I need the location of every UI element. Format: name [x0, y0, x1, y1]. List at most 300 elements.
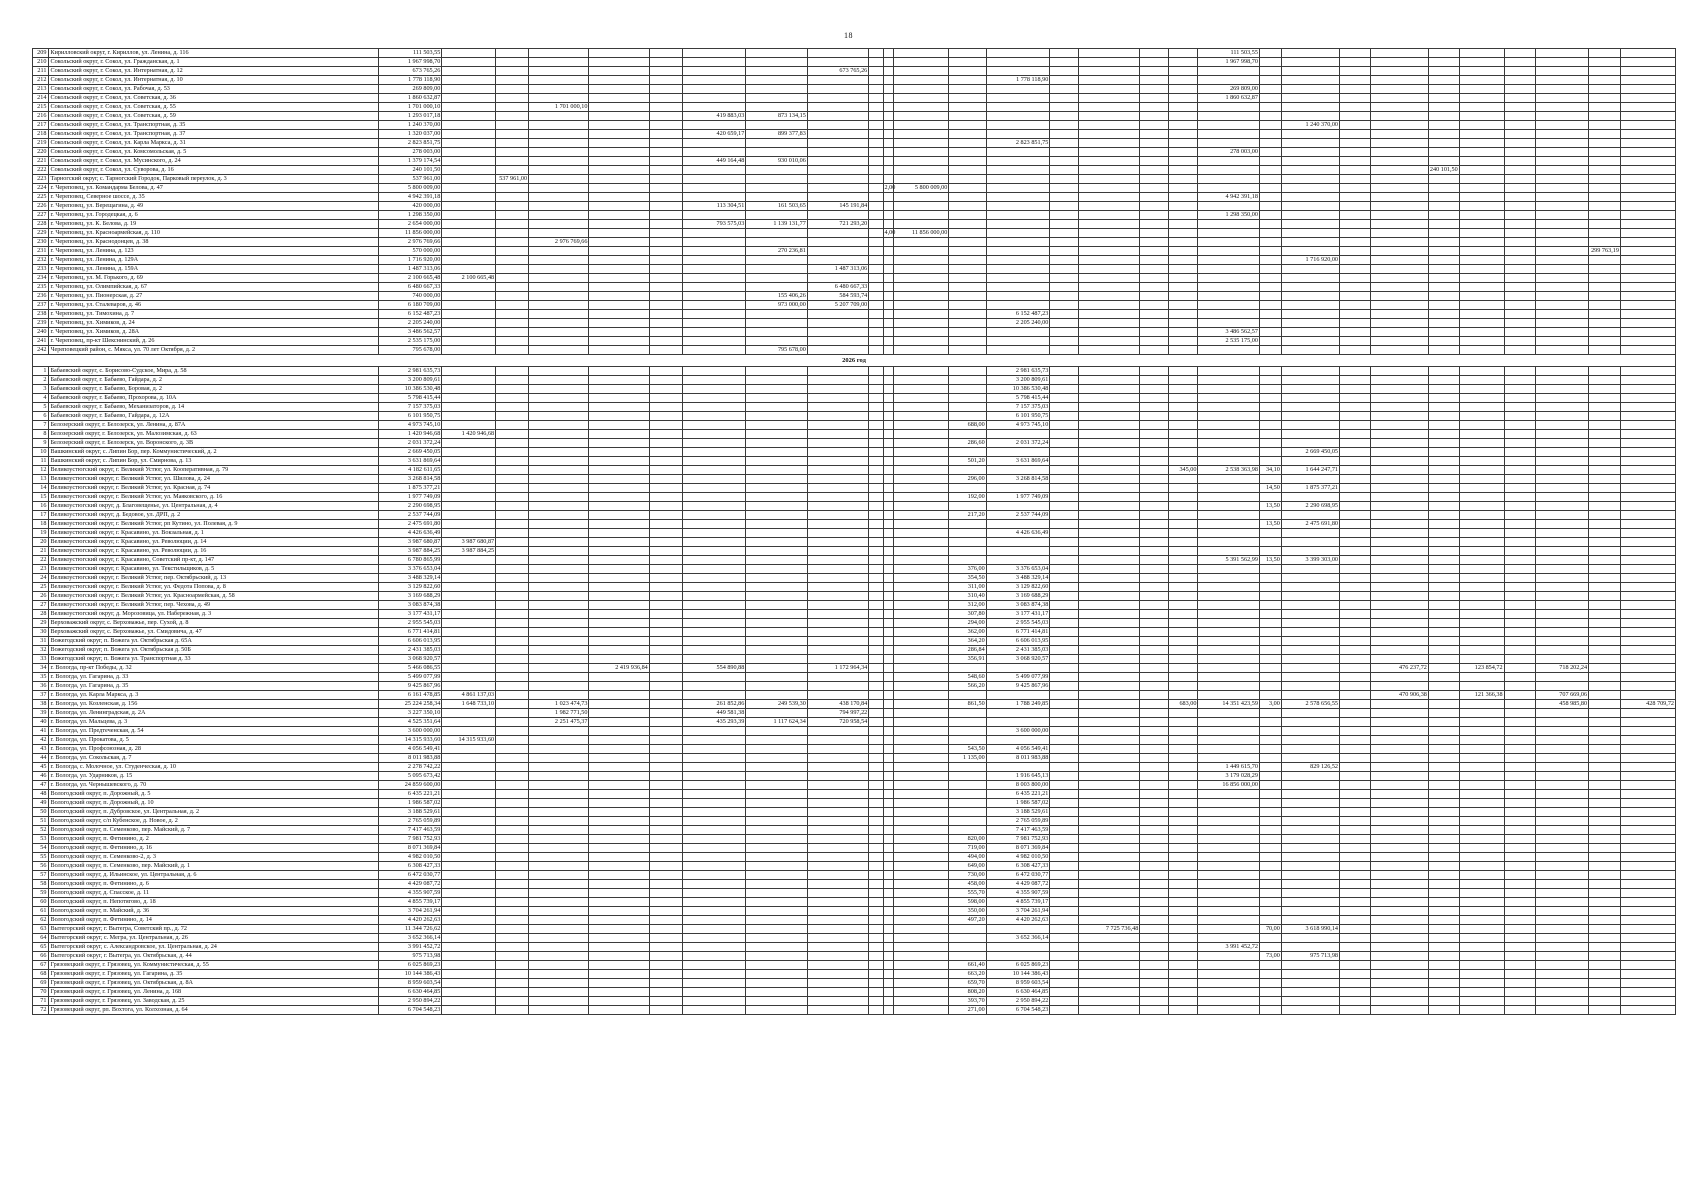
value-cell: 537 961,00 — [496, 175, 529, 184]
value-cell — [949, 556, 986, 565]
value-cell — [746, 799, 807, 808]
value-cell — [589, 637, 649, 646]
value-cell — [1259, 85, 1281, 94]
value-cell — [1620, 817, 1675, 826]
address-cell: Бабаевский округ, г. Бабаево, Гайдара, д. 12А — [49, 412, 378, 421]
value-cell — [1620, 619, 1675, 628]
value-cell — [649, 58, 682, 67]
value-cell — [869, 157, 883, 166]
value-cell: 794 997,22 — [807, 709, 868, 718]
row-number: 23 — [33, 565, 49, 574]
value-cell: 458 985,80 — [1536, 700, 1589, 709]
value-cell — [1281, 85, 1339, 94]
value-cell — [529, 628, 589, 637]
value-cell — [1370, 853, 1428, 862]
table-row — [33, 76, 1676, 85]
value-cell — [1140, 979, 1169, 988]
value-cell — [807, 772, 868, 781]
value-cell — [1198, 592, 1259, 601]
value-cell — [1589, 907, 1621, 916]
value-cell — [869, 673, 883, 682]
value-cell — [894, 736, 949, 745]
value-cell — [1589, 646, 1621, 655]
value-cell — [883, 247, 894, 256]
row-number: 45 — [33, 763, 49, 772]
value-cell — [1140, 601, 1169, 610]
value-cell — [1078, 646, 1139, 655]
value-cell — [949, 337, 986, 346]
value-cell — [589, 511, 649, 520]
value-cell — [649, 475, 682, 484]
row-number: 225 — [33, 193, 49, 202]
value-cell — [894, 952, 949, 961]
value-cell — [883, 817, 894, 826]
value-cell — [1370, 646, 1428, 655]
value-cell — [589, 871, 649, 880]
value-cell — [589, 76, 649, 85]
value-cell — [1589, 511, 1621, 520]
value-cell — [1340, 175, 1371, 184]
value-cell — [1140, 844, 1169, 853]
value-cell: 7 417 463,59 — [986, 826, 1050, 835]
value-cell — [1536, 790, 1589, 799]
value-cell — [649, 394, 682, 403]
value-cell: 973 000,00 — [746, 301, 807, 310]
value-cell: 1 240 370,00 — [1281, 121, 1339, 130]
value-cell — [1589, 682, 1621, 691]
value-cell — [1198, 853, 1259, 862]
value-cell — [1428, 601, 1459, 610]
value-cell — [1281, 493, 1339, 502]
value-cell — [1370, 637, 1428, 646]
total-cost-cell: 5 095 673,42 — [378, 772, 442, 781]
value-cell — [1536, 301, 1589, 310]
value-cell — [894, 139, 949, 148]
value-cell — [529, 934, 589, 943]
row-number: 233 — [33, 265, 49, 274]
value-cell — [1281, 112, 1339, 121]
value-cell: 4,00 — [884, 229, 896, 236]
value-cell: 5 798 415,44 — [986, 394, 1050, 403]
value-cell — [1504, 979, 1536, 988]
value-cell — [496, 274, 529, 283]
value-cell — [883, 826, 894, 835]
address-cell: Великоустюгский округ, г. Великий Устюг, пер. Октябрьский, д. 13 — [49, 574, 378, 583]
value-cell — [589, 529, 649, 538]
value-cell — [949, 301, 986, 310]
value-cell — [894, 799, 949, 808]
value-cell — [1536, 283, 1589, 292]
value-cell — [869, 439, 883, 448]
address-cell: Сокольский округ, г. Сокол, ул. Советская, д. 59 — [49, 112, 378, 121]
value-cell — [883, 763, 894, 772]
value-cell — [1168, 1006, 1198, 1015]
value-cell — [894, 727, 949, 736]
value-cell — [883, 736, 894, 745]
value-cell — [883, 166, 894, 175]
value-cell — [1198, 274, 1259, 283]
value-cell — [442, 58, 496, 67]
row-number: 34 — [33, 664, 49, 673]
value-cell — [682, 619, 746, 628]
value-cell — [1078, 112, 1139, 121]
value-cell — [1428, 988, 1459, 997]
value-cell — [883, 139, 894, 148]
value-cell — [869, 265, 883, 274]
value-cell — [1459, 385, 1504, 394]
value-cell — [589, 790, 649, 799]
table-row — [33, 835, 1676, 844]
value-cell — [1370, 67, 1428, 76]
value-cell — [1459, 988, 1504, 997]
value-cell — [1050, 898, 1079, 907]
value-cell — [1459, 610, 1504, 619]
value-cell — [1370, 430, 1428, 439]
value-cell — [529, 556, 589, 565]
value-cell: 278 003,00 — [1198, 148, 1259, 157]
row-number: 219 — [33, 139, 49, 148]
address-cell: Вологодский округ, п. Семенково, пер. Майский, д. 7 — [49, 826, 378, 835]
value-cell — [1140, 256, 1169, 265]
value-cell — [1340, 844, 1371, 853]
value-cell — [807, 871, 868, 880]
value-cell — [883, 328, 894, 337]
row-number: 24 — [33, 574, 49, 583]
value-cell — [1536, 346, 1589, 355]
value-cell — [1078, 394, 1139, 403]
value-cell — [949, 403, 986, 412]
address-cell: г. Череповец, пр-кт Шекснинский, д. 26 — [49, 337, 378, 346]
value-cell — [1459, 871, 1504, 880]
value-cell — [1078, 274, 1139, 283]
value-cell — [1281, 49, 1339, 58]
value-cell — [986, 103, 1050, 112]
row-number: 240 — [33, 328, 49, 337]
value-cell — [529, 565, 589, 574]
value-cell — [682, 817, 746, 826]
value-cell — [1536, 94, 1589, 103]
value-cell — [1589, 736, 1621, 745]
table-row — [33, 421, 1676, 430]
value-cell — [1504, 421, 1536, 430]
value-cell — [986, 157, 1050, 166]
value-cell — [442, 592, 496, 601]
value-cell — [883, 862, 894, 871]
value-cell — [1428, 457, 1459, 466]
value-cell — [1140, 925, 1169, 934]
value-cell — [682, 76, 746, 85]
value-cell — [1620, 256, 1675, 265]
value-cell — [986, 220, 1050, 229]
table-row — [33, 238, 1676, 247]
value-cell — [949, 184, 986, 193]
value-cell — [1620, 907, 1675, 916]
value-cell — [1620, 745, 1675, 754]
row-number: 28 — [33, 610, 49, 619]
value-cell — [1050, 484, 1079, 493]
value-cell — [442, 211, 496, 220]
row-number: 15 — [33, 493, 49, 502]
value-cell — [529, 799, 589, 808]
value-cell — [883, 76, 894, 85]
value-cell — [442, 139, 496, 148]
value-cell — [1078, 166, 1139, 175]
value-cell — [1536, 520, 1589, 529]
table-row — [33, 628, 1676, 637]
value-cell — [1078, 691, 1139, 700]
value-cell — [1259, 283, 1281, 292]
value-cell — [1281, 862, 1339, 871]
value-cell — [1050, 466, 1079, 475]
value-cell — [949, 448, 986, 457]
total-cost-cell: 2 431 385,03 — [378, 646, 442, 655]
value-cell — [869, 565, 883, 574]
value-cell — [496, 754, 529, 763]
value-cell — [807, 574, 868, 583]
value-cell — [1459, 547, 1504, 556]
value-cell — [1198, 520, 1259, 529]
value-cell — [894, 592, 949, 601]
value-cell — [649, 493, 682, 502]
row-number: 62 — [33, 916, 49, 925]
value-cell — [746, 439, 807, 448]
value-cell — [869, 238, 883, 247]
value-cell — [1620, 538, 1675, 547]
row-number: 222 — [33, 166, 49, 175]
value-cell — [442, 130, 496, 139]
value-cell — [1340, 466, 1371, 475]
value-cell — [1078, 988, 1139, 997]
value-cell — [1428, 430, 1459, 439]
value-cell — [1589, 49, 1621, 58]
value-cell: 123 854,72 — [1459, 664, 1504, 673]
value-cell — [1050, 247, 1079, 256]
total-cost-cell: 1 379 174,54 — [378, 157, 442, 166]
value-cell — [1504, 112, 1536, 121]
value-cell — [1078, 592, 1139, 601]
value-cell — [869, 844, 883, 853]
value-cell — [746, 367, 807, 376]
value-cell — [1168, 58, 1198, 67]
total-cost-cell: 673 765,26 — [378, 67, 442, 76]
value-cell — [807, 529, 868, 538]
value-cell — [869, 952, 883, 961]
value-cell — [1340, 655, 1371, 664]
value-cell — [1370, 49, 1428, 58]
value-cell — [1140, 772, 1169, 781]
value-cell — [1459, 790, 1504, 799]
value-cell — [1281, 403, 1339, 412]
value-cell — [649, 484, 682, 493]
value-cell — [1281, 916, 1339, 925]
table-row — [33, 439, 1676, 448]
value-cell — [649, 835, 682, 844]
value-cell — [1259, 202, 1281, 211]
value-cell — [529, 376, 589, 385]
value-cell — [649, 85, 682, 94]
value-cell — [1198, 979, 1259, 988]
value-cell — [589, 148, 649, 157]
value-cell: 286,84 — [949, 646, 986, 655]
value-cell — [1340, 772, 1371, 781]
value-cell — [529, 193, 589, 202]
value-cell — [529, 265, 589, 274]
value-cell — [869, 421, 883, 430]
value-cell — [1198, 76, 1259, 85]
value-cell — [1459, 934, 1504, 943]
value-cell — [807, 1006, 868, 1015]
value-cell — [649, 256, 682, 265]
value-cell — [1428, 727, 1459, 736]
value-cell — [1620, 763, 1675, 772]
value-cell — [746, 256, 807, 265]
value-cell — [1259, 265, 1281, 274]
value-cell — [1140, 412, 1169, 421]
value-cell — [869, 772, 883, 781]
value-cell — [1281, 880, 1339, 889]
value-cell — [1050, 475, 1079, 484]
value-cell — [807, 907, 868, 916]
value-cell — [1140, 781, 1169, 790]
value-cell — [1259, 997, 1281, 1006]
value-cell — [1459, 646, 1504, 655]
value-cell — [1198, 202, 1259, 211]
value-cell — [883, 871, 894, 880]
value-cell: 2 981 635,73 — [986, 367, 1050, 376]
table-row — [33, 799, 1676, 808]
table-row — [33, 193, 1676, 202]
value-cell — [1140, 247, 1169, 256]
value-cell — [1536, 727, 1589, 736]
value-cell — [894, 67, 949, 76]
value-cell — [1536, 934, 1589, 943]
value-cell — [869, 283, 883, 292]
value-cell — [496, 466, 529, 475]
value-cell — [682, 835, 746, 844]
total-cost-cell: 1 875 377,21 — [378, 484, 442, 493]
address-cell: Череповецкий район, с. Мякса, ул. 70 лет Октября, д. 2 — [49, 346, 378, 355]
value-cell — [1536, 925, 1589, 934]
value-cell — [894, 871, 949, 880]
value-cell — [1504, 103, 1536, 112]
value-cell — [869, 394, 883, 403]
value-cell — [442, 970, 496, 979]
value-cell — [682, 376, 746, 385]
value-cell — [1459, 997, 1504, 1006]
value-cell — [1281, 853, 1339, 862]
value-cell — [1050, 574, 1079, 583]
value-cell — [1459, 148, 1504, 157]
value-cell — [496, 166, 529, 175]
row-number: 41 — [33, 727, 49, 736]
value-cell — [1050, 997, 1079, 1006]
row-number: 220 — [33, 148, 49, 157]
value-cell — [682, 238, 746, 247]
value-cell — [883, 961, 894, 970]
value-cell — [1340, 475, 1371, 484]
value-cell — [1340, 565, 1371, 574]
address-cell: Вологодский округ, п. Непотягово, д. 18 — [49, 898, 378, 907]
value-cell — [1536, 112, 1589, 121]
value-cell — [949, 139, 986, 148]
value-cell — [1340, 646, 1371, 655]
value-cell — [883, 193, 894, 202]
value-cell — [529, 49, 589, 58]
table-row — [33, 664, 1676, 673]
value-cell — [1428, 202, 1459, 211]
value-cell — [1281, 238, 1339, 247]
value-cell — [649, 502, 682, 511]
value-cell — [894, 844, 949, 853]
value-cell: 6 308 427,33 — [986, 862, 1050, 871]
value-cell — [746, 274, 807, 283]
value-cell — [1536, 121, 1589, 130]
table-row — [33, 934, 1676, 943]
value-cell: 975 713,98 — [1281, 952, 1339, 961]
value-cell: 3 618 990,14 — [1281, 925, 1339, 934]
value-cell — [1050, 166, 1079, 175]
value-cell — [589, 556, 649, 565]
table-row — [33, 646, 1676, 655]
value-cell — [589, 283, 649, 292]
value-cell — [1620, 772, 1675, 781]
value-cell — [529, 664, 589, 673]
total-cost-cell: 7 981 752,93 — [378, 835, 442, 844]
value-cell — [986, 94, 1050, 103]
value-cell — [949, 76, 986, 85]
value-cell — [1536, 772, 1589, 781]
value-cell — [589, 292, 649, 301]
total-cost-cell: 5 499 077,99 — [378, 673, 442, 682]
table-row — [33, 58, 1676, 67]
row-number: 66 — [33, 952, 49, 961]
table-row — [33, 394, 1676, 403]
address-cell: г. Череповец, ул. Олимпийская, д. 67 — [49, 283, 378, 292]
value-cell — [869, 85, 883, 94]
value-cell — [1504, 889, 1536, 898]
value-cell — [1050, 745, 1079, 754]
value-cell — [1140, 691, 1169, 700]
value-cell — [1428, 700, 1459, 709]
value-cell — [1340, 853, 1371, 862]
value-cell — [442, 664, 496, 673]
value-cell — [1050, 421, 1079, 430]
value-cell — [442, 256, 496, 265]
table-row — [33, 817, 1676, 826]
value-cell — [1198, 808, 1259, 817]
total-cost-cell: 4 855 739,17 — [378, 898, 442, 907]
value-cell — [1198, 799, 1259, 808]
value-cell — [1340, 682, 1371, 691]
value-cell — [1340, 997, 1371, 1006]
value-cell — [1589, 943, 1621, 952]
row-number: 3 — [33, 385, 49, 394]
value-cell — [949, 538, 986, 547]
value-cell — [883, 808, 894, 817]
row-number: 33 — [33, 655, 49, 664]
value-cell: 1 298 350,00 — [1198, 211, 1259, 220]
value-cell — [589, 655, 649, 664]
value-cell — [746, 529, 807, 538]
value-cell — [1428, 925, 1459, 934]
value-cell — [442, 457, 496, 466]
value-cell — [1536, 328, 1589, 337]
value-cell — [1340, 112, 1371, 121]
value-cell — [496, 538, 529, 547]
total-cost-cell: 4 525 351,64 — [378, 718, 442, 727]
value-cell — [529, 211, 589, 220]
value-cell — [1620, 511, 1675, 520]
